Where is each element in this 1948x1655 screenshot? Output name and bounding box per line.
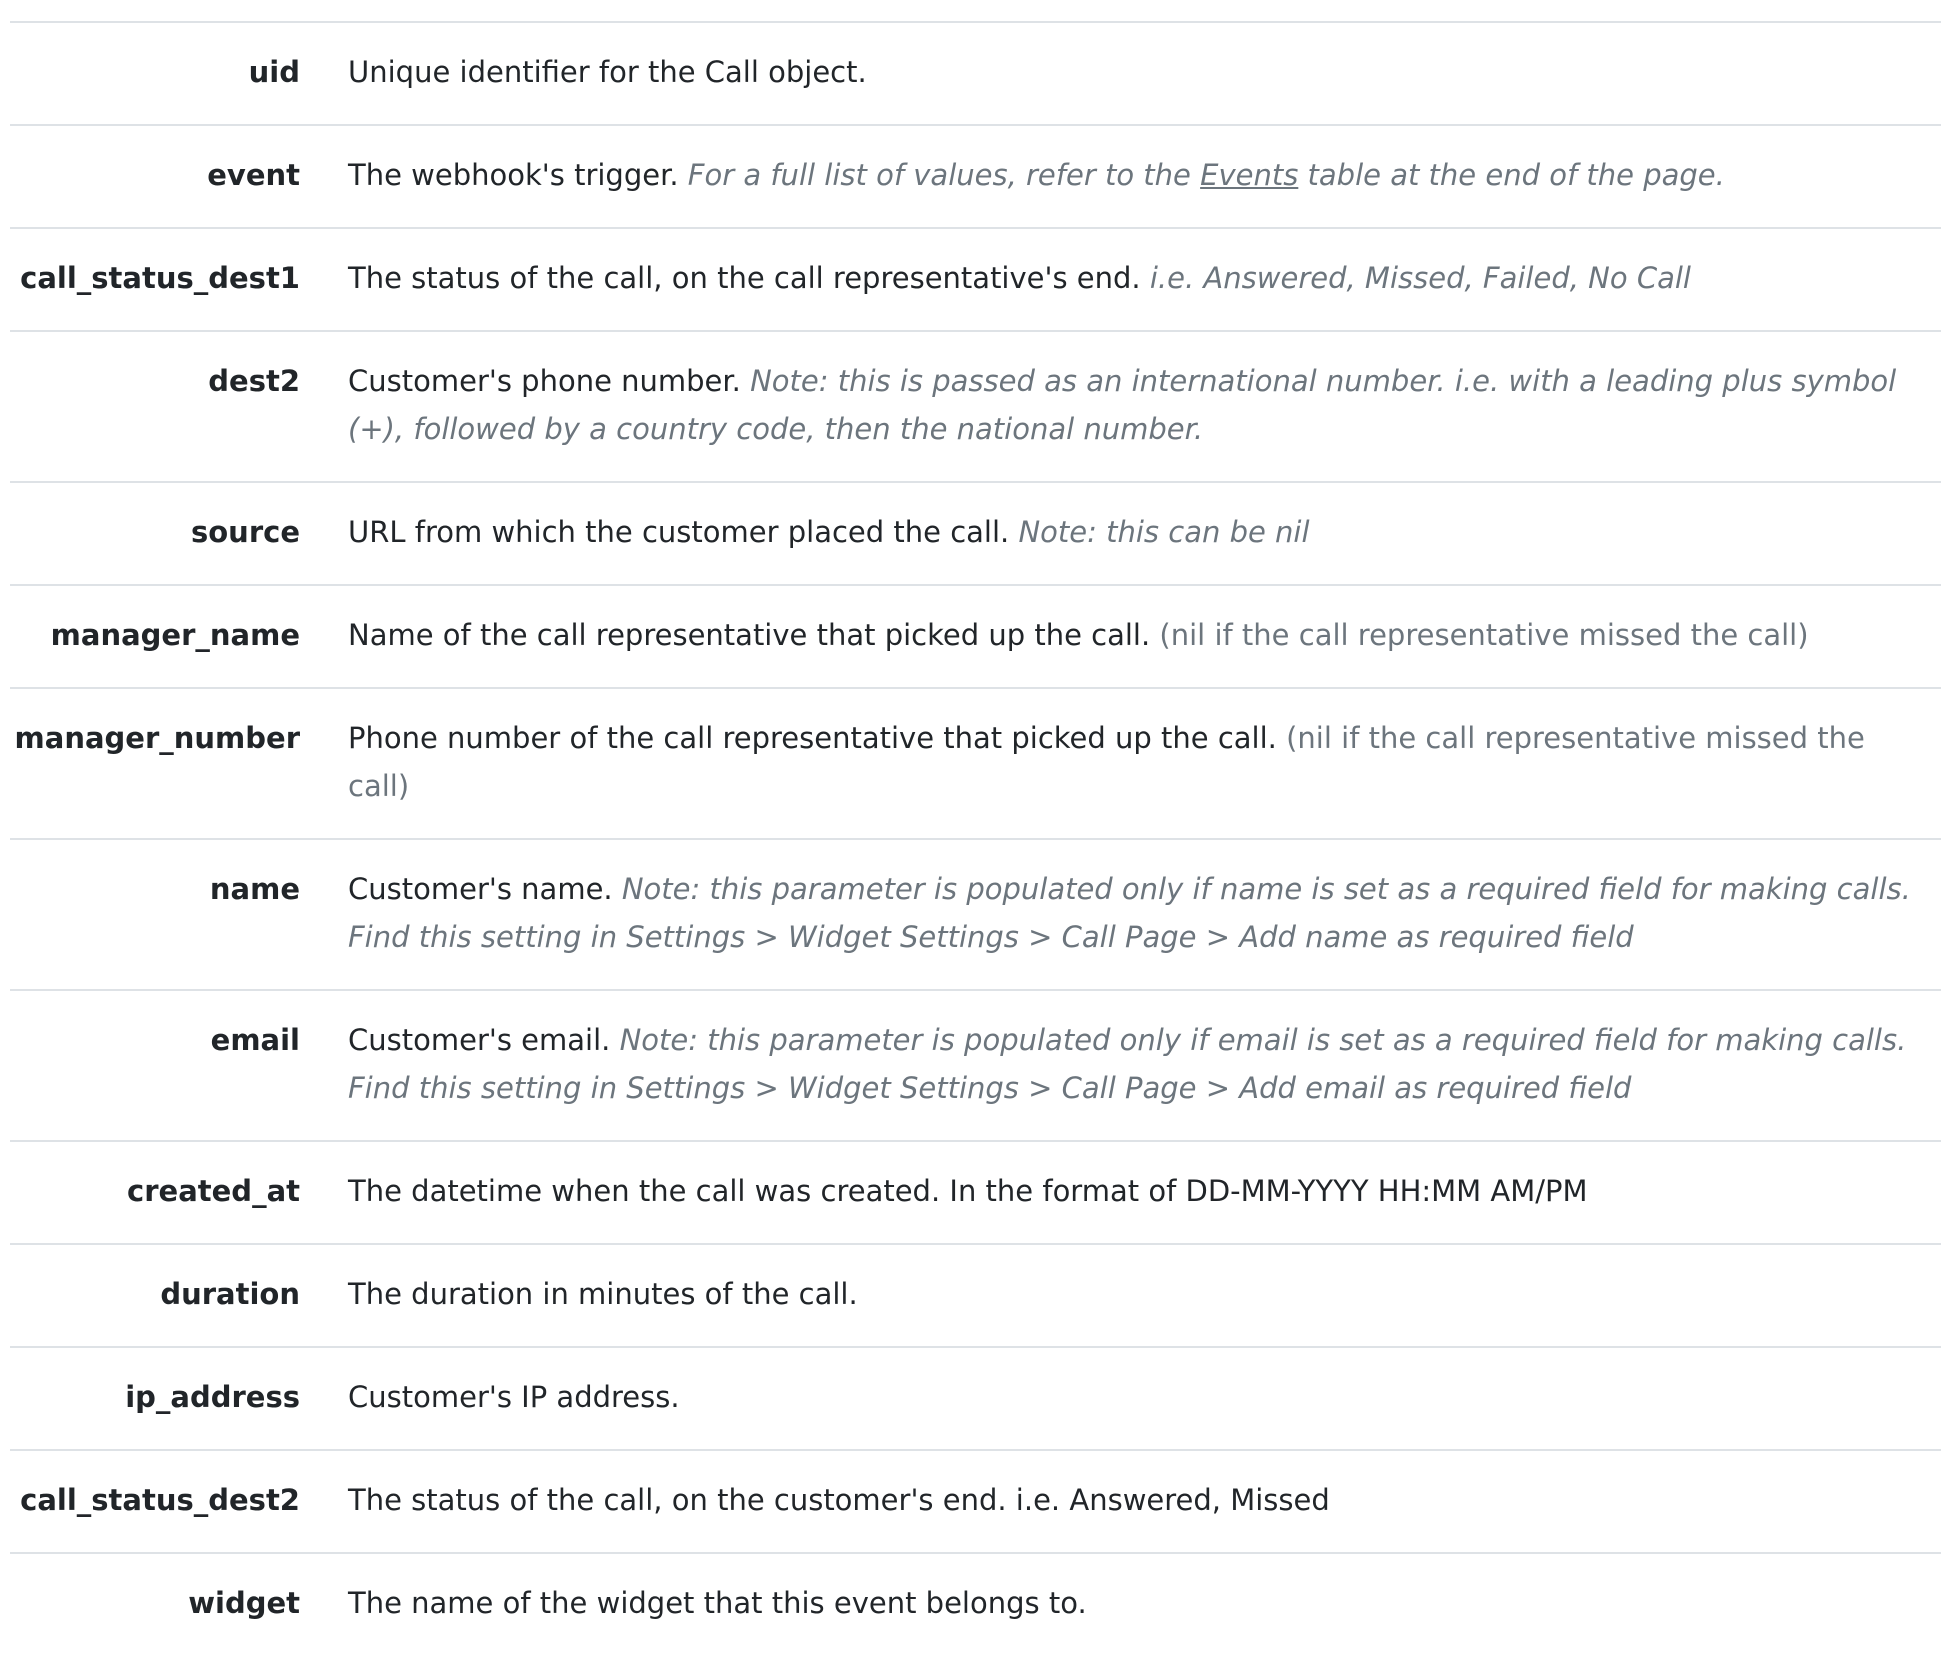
param-description bbox=[348, 1373, 1941, 1421]
description-text: The status of the call, on the customer's end. i.e. Answered, Missed bbox=[348, 1483, 1330, 1517]
description-note: Note: this is passed as an international number. i.e. with a leading plus symbol (+), followed by a country code, then the national number. bbox=[348, 364, 1897, 446]
description-note: Note: this can be nil bbox=[1018, 515, 1310, 549]
param-key: dest2 bbox=[208, 364, 300, 398]
table-row bbox=[10, 586, 1941, 689]
table-row bbox=[10, 1451, 1941, 1554]
param-description bbox=[348, 1167, 1941, 1215]
param-description bbox=[348, 865, 1941, 961]
param-key: name bbox=[209, 872, 300, 906]
param-description bbox=[348, 357, 1941, 453]
param-description bbox=[348, 1016, 1941, 1112]
description-note-tail: table at the end of the page. bbox=[1298, 158, 1725, 192]
description-note: Note: this parameter is populated only if name is set as a required field for making calls. Find this setting in Settings > Widget Settings > Call Page > Add name as required field bbox=[348, 872, 1911, 954]
table-row bbox=[10, 229, 1941, 332]
description-text: The name of the widget that this event belongs to. bbox=[348, 1586, 1087, 1620]
description-text: Customer's name. bbox=[348, 872, 622, 906]
param-description bbox=[348, 508, 1941, 556]
param-description bbox=[348, 1476, 1941, 1524]
table-row bbox=[10, 689, 1941, 840]
table-row bbox=[10, 483, 1941, 586]
parameters-table bbox=[10, 21, 1941, 1655]
param-key: created_at bbox=[127, 1174, 300, 1208]
param-description bbox=[348, 1579, 1941, 1627]
description-note: (nil if the call representative missed the call) bbox=[348, 721, 1865, 803]
description-text: The status of the call, on the call representative's end. bbox=[348, 261, 1150, 295]
description-note: Note: this parameter is populated only if email is set as a required field for making calls. Find this setting in Settings > Widget Settings > Call Page > Add email as required field bbox=[348, 1023, 1907, 1105]
param-key: call_status_dest2 bbox=[20, 1483, 300, 1517]
param-description bbox=[348, 611, 1941, 659]
param-description bbox=[348, 1270, 1941, 1318]
description-text: URL from which the customer placed the call. bbox=[348, 515, 1019, 549]
table-row bbox=[10, 23, 1941, 126]
description-text: Name of the call representative that picked up the call. bbox=[348, 618, 1160, 652]
param-description bbox=[348, 48, 1941, 96]
table-row bbox=[10, 1142, 1941, 1245]
param-description bbox=[348, 254, 1941, 302]
description-text: The webhook's trigger. bbox=[348, 158, 688, 192]
description-text: Customer's email. bbox=[348, 1023, 620, 1057]
table-row bbox=[10, 991, 1941, 1142]
param-key: uid bbox=[248, 55, 300, 89]
description-text: Customer's IP address. bbox=[348, 1380, 680, 1414]
param-description bbox=[348, 151, 1941, 199]
param-key: manager_number bbox=[14, 721, 300, 755]
param-key: widget bbox=[188, 1586, 300, 1620]
description-text: Phone number of the call representative that picked up the call. bbox=[348, 721, 1287, 755]
description-text: The duration in minutes of the call. bbox=[348, 1277, 858, 1311]
events-link[interactable]: Events bbox=[1200, 158, 1299, 192]
description-note: For a full list of values, refer to the bbox=[687, 158, 1201, 192]
param-description bbox=[348, 714, 1941, 810]
description-text: Unique identifier for the Call object. bbox=[348, 55, 867, 89]
table-row bbox=[10, 126, 1941, 229]
table-row bbox=[10, 840, 1941, 991]
description-note: i.e. Answered, Missed, Failed, No Call bbox=[1149, 261, 1691, 295]
description-note: (nil if the call representative missed the call) bbox=[1159, 618, 1809, 652]
table-row bbox=[10, 1554, 1941, 1655]
param-key: ip_address bbox=[125, 1380, 300, 1414]
param-key: manager_name bbox=[50, 618, 300, 652]
param-key: duration bbox=[160, 1277, 300, 1311]
table-row bbox=[10, 1245, 1941, 1348]
table-row bbox=[10, 1348, 1941, 1451]
description-text: The datetime when the call was created. In the format of DD-MM-YYYY HH:MM AM/PM bbox=[348, 1174, 1588, 1208]
param-key: event bbox=[207, 158, 300, 192]
param-key: call_status_dest1 bbox=[20, 261, 300, 295]
param-key: source bbox=[191, 515, 300, 549]
table-row bbox=[10, 332, 1941, 483]
description-text: Customer's phone number. bbox=[348, 364, 751, 398]
param-key: email bbox=[210, 1023, 300, 1057]
